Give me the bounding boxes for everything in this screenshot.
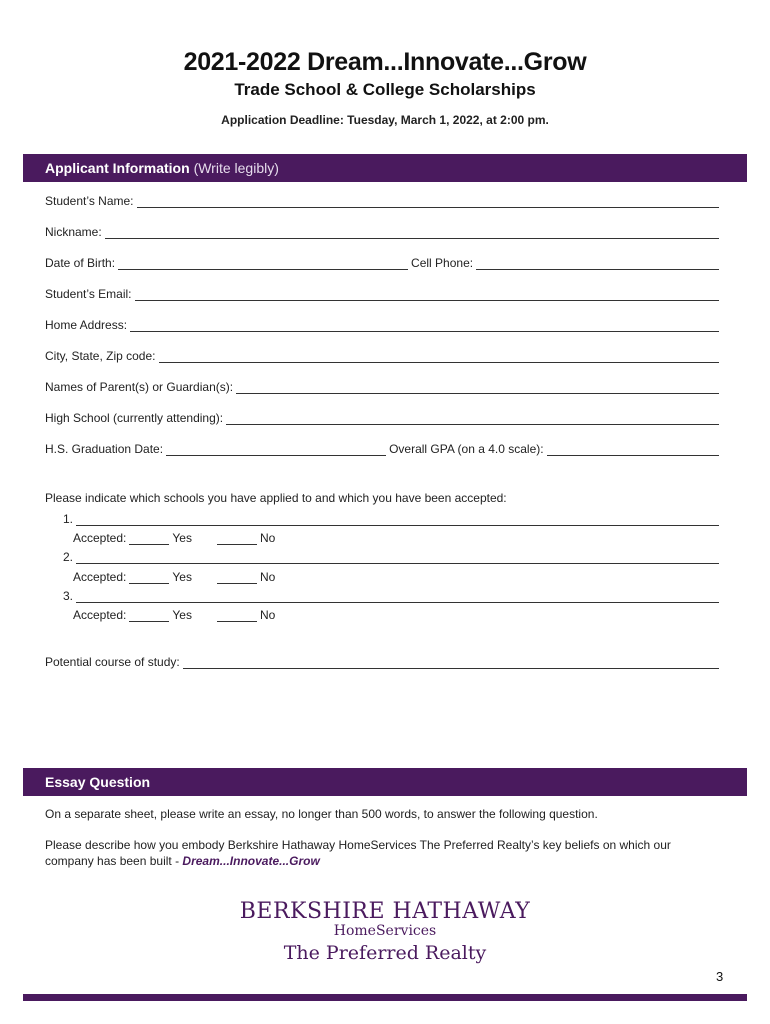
applicant-info-note: (Write legibly) xyxy=(193,160,279,176)
essay-header xyxy=(23,768,747,796)
student-name-label: Student’s Name: xyxy=(45,194,134,208)
course-of-study-field[interactable] xyxy=(183,657,719,669)
student-name-row xyxy=(45,192,719,208)
no-label: No xyxy=(259,531,276,545)
no-label: No xyxy=(259,608,276,622)
essay-title: Essay Question xyxy=(45,774,151,790)
address-row xyxy=(45,316,719,332)
yes-label: Yes xyxy=(172,531,192,545)
dob-phone-row xyxy=(45,254,719,270)
high-school-label: High School (currently attending): xyxy=(45,411,224,425)
nickname-label: Nickname: xyxy=(45,225,102,239)
student-name-field[interactable] xyxy=(137,196,720,208)
accepted-label: Accepted: xyxy=(73,531,127,545)
schools-prompt: Please indicate which schools you have applied to and which you have been accepted: xyxy=(45,491,507,505)
graduation-date-field[interactable] xyxy=(166,444,386,456)
school-name-field[interactable] xyxy=(76,552,719,564)
school-name-field[interactable] xyxy=(76,514,719,526)
accepted-no-blank[interactable] xyxy=(217,572,257,584)
city-state-zip-field[interactable] xyxy=(159,351,720,363)
essay-instruction: On a separate sheet, please write an essay, no longer than 500 words, to answer the following question. xyxy=(45,807,598,821)
nickname-field[interactable] xyxy=(105,227,719,239)
form-subtitle: Trade School & College Scholarships xyxy=(234,80,536,99)
footer-bar xyxy=(23,994,747,1001)
applicant-info-title: Applicant Information xyxy=(45,160,190,176)
high-school-field[interactable] xyxy=(226,413,719,425)
school-number: 1. xyxy=(62,512,73,526)
course-of-study-label: Potential course of study: xyxy=(45,655,180,669)
accepted-label: Accepted: xyxy=(73,570,127,584)
parents-field[interactable] xyxy=(236,382,719,394)
accepted-row-2 xyxy=(73,568,275,584)
graduation-gpa-row xyxy=(45,440,719,456)
form-title: 2021-2022 Dream...Innovate...Grow xyxy=(183,48,587,76)
essay-question xyxy=(45,837,705,869)
company-logo-line2: HomeServices xyxy=(333,923,437,939)
essay-question-emphasis: Dream...Innovate...Grow xyxy=(182,854,320,868)
school-number: 3. xyxy=(62,589,73,603)
gpa-field[interactable] xyxy=(547,444,719,456)
yes-label: Yes xyxy=(172,608,192,622)
accepted-row-3 xyxy=(73,606,275,622)
high-school-row xyxy=(45,409,719,425)
company-logo-line1: BERKSHIRE HATHAWAY xyxy=(239,899,531,924)
page-number: 3 xyxy=(716,969,724,984)
accepted-yes-blank[interactable] xyxy=(129,533,169,545)
accepted-yes-blank[interactable] xyxy=(129,610,169,622)
course-of-study-row xyxy=(45,653,719,669)
school-row-3 xyxy=(45,587,719,603)
nickname-row xyxy=(45,223,719,239)
applicant-info-header xyxy=(23,154,747,182)
cell-phone-field[interactable] xyxy=(476,258,719,270)
company-logo-line3: The Preferred Realty xyxy=(283,942,487,964)
parents-row xyxy=(45,378,719,394)
accepted-no-blank[interactable] xyxy=(217,533,257,545)
accepted-no-blank[interactable] xyxy=(217,610,257,622)
graduation-date-label: H.S. Graduation Date: xyxy=(45,442,164,456)
school-row-2 xyxy=(45,548,719,564)
parents-label: Names of Parent(s) or Guardian(s): xyxy=(45,380,234,394)
cell-phone-label: Cell Phone: xyxy=(411,256,474,270)
email-field[interactable] xyxy=(135,289,720,301)
school-number: 2. xyxy=(62,550,73,564)
email-row xyxy=(45,285,719,301)
address-label: Home Address: xyxy=(45,318,128,332)
no-label: No xyxy=(259,570,276,584)
application-deadline: Application Deadline: Tuesday, March 1, 2022, at 2:00 pm. xyxy=(221,113,549,127)
accepted-yes-blank[interactable] xyxy=(129,572,169,584)
essay-question-text: Please describe how you embody Berkshire Hathaway HomeServices The Preferred Realty’s key beliefs on which our company has been built - xyxy=(45,838,671,868)
email-label: Student’s Email: xyxy=(45,287,132,301)
school-row-1 xyxy=(45,510,719,526)
city-state-zip-row xyxy=(45,347,719,363)
gpa-label: Overall GPA (on a 4.0 scale): xyxy=(389,442,544,456)
city-state-zip-label: City, State, Zip code: xyxy=(45,349,156,363)
address-field[interactable] xyxy=(130,320,719,332)
accepted-row-1 xyxy=(73,529,275,545)
yes-label: Yes xyxy=(172,570,192,584)
dob-field[interactable] xyxy=(118,258,408,270)
accepted-label: Accepted: xyxy=(73,608,127,622)
dob-label: Date of Birth: xyxy=(45,256,116,270)
school-name-field[interactable] xyxy=(76,591,719,603)
